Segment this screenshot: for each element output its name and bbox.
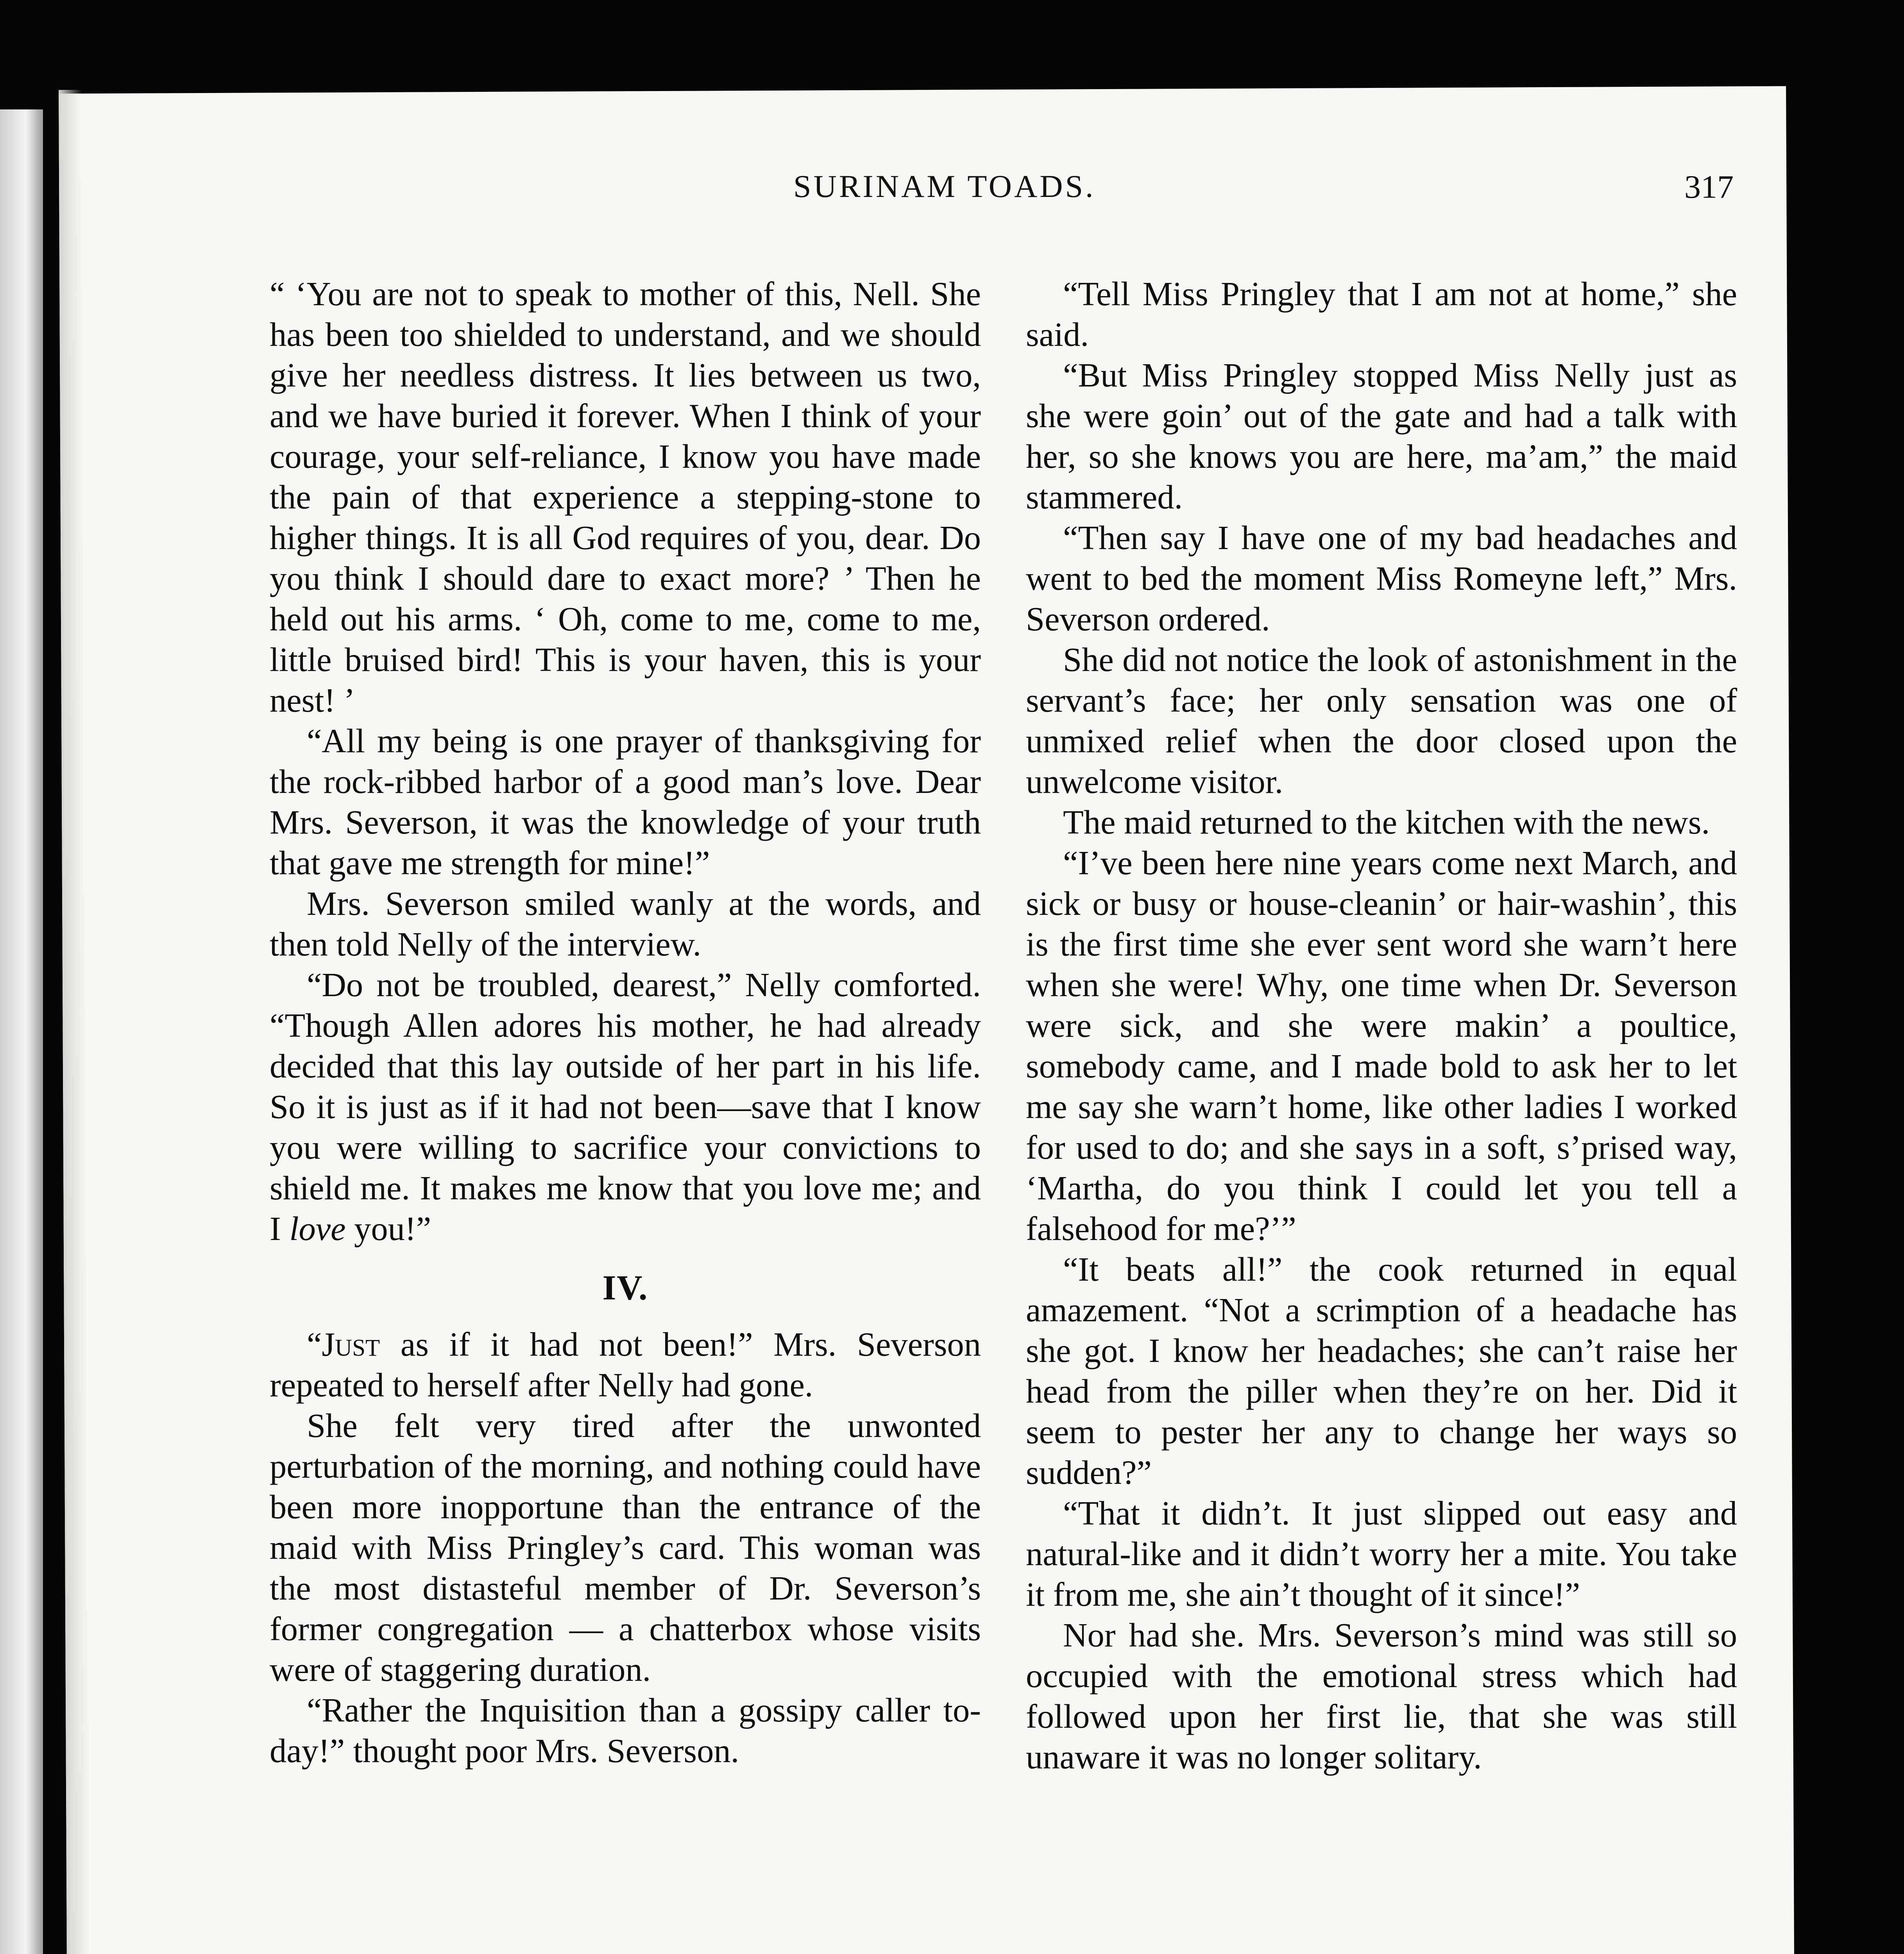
paragraph: She felt very tired after the unwonted perturbation of the morning, and nothing could have been more inopportune than the entrance of the maid with Miss Pringley’s card. This woman was the most distasteful member of Dr. Severson’s former congregation — a chatterbox whose visits were of staggering duration. (270, 1407, 981, 1688)
paragraph: “It beats all!” the cook returned in equal amazement. “Not a scrimption of a headache has she got. I know her headaches; she can’t raise her head from the piller when they’re on her. Did it seem to pester her any to change her ways so sudden?” (1026, 1251, 1737, 1491)
paragraph: “I’ve been here nine years come next March, and sick or busy or house-cleanin’ or hair-washin’, this is the first time she ever sent word she warn’t here when she were! Why, one time when Dr. Severson were sick, and she were makin’ a poultice, somebody came, and I made bold to ask her to let me say she warn’t home, like other ladies I worked for used to do; and she says in a soft, s’prised way, ‘Martha, do you think I could let you tell a falsehood for me?’” (1026, 844, 1737, 1247)
paragraph: “That it didn’t. It just slipped out easy and natural-like and it didn’t worry her a mite. You take it from me, she ain’t thought of it since!” (1026, 1494, 1737, 1613)
running-head: SURINAM TOADS. (793, 168, 1096, 204)
paragraph-text-end: you!” (345, 1210, 431, 1247)
emphasis-love: love (289, 1210, 346, 1247)
paragraph-text: as if it had not been!” Mrs. Severson repeated to herself after Nelly had gone. (270, 1326, 981, 1404)
page-number: 317 (1684, 169, 1734, 205)
paragraph: “Then say I have one of my bad headaches and went to bed the moment Miss Romeyne left,” Mrs. Severson ordered. (1026, 519, 1737, 638)
paragraph: “But Miss Pringley stopped Miss Nelly just as she were goin’ out of the gate and had a talk with her, so she knows you are here, ma’am,” the maid stammered. (1026, 356, 1737, 516)
paragraph: “Tell Miss Pringley that I am not at home,” she said. (1026, 275, 1737, 353)
paragraph-text: “Do not be troubled, dearest,” Nelly comforted. “Though Allen adores his mother, he had already decided that this lay outside of her part in his life. So it is just as if it had not been—save that I know you were willing to sacrifice your convictions to shield me. It makes me know that you love me; and I (270, 966, 981, 1247)
left-column (270, 274, 981, 1771)
facing-page-edge (0, 109, 43, 1954)
paragraph: The maid returned to the kitchen with the news. (1063, 803, 1710, 841)
paragraph: “All my being is one prayer of thanksgiving for the rock-ribbed harbor of a good man’s love. Dear Mrs. Severson, it was the knowledge of your truth that gave me strength for mine!” (270, 722, 981, 882)
paragraph: She did not notice the look of astonishment in the servant’s face; her only sensation was one of unmixed relief when the door closed upon the unwelcome visitor. (1026, 641, 1737, 800)
section-heading: IV. (602, 1269, 648, 1307)
lead-word: “Just (307, 1326, 380, 1363)
paragraph: “Rather the Inquisition than a gossipy caller to-day!” thought poor Mrs. Severson. (270, 1691, 981, 1770)
paragraph: Nor had she. Mrs. Severson’s mind was still so occupied with the emotional stress which had followed upon her first lie, that she was still unaware it was no longer solitary. (1026, 1616, 1737, 1776)
paragraph (270, 1324, 981, 1405)
right-column (1026, 274, 1737, 1777)
paragraph: Mrs. Severson smiled wanly at the words, and then told Nelly of the interview. (270, 885, 981, 963)
paragraph: “ ‘You are not to speak to mother of this, Nell. She has been too shielded to understand, and we should give her needless distress. It lies between us two, and we have buried it forever. When I think of your courage, your self-reliance, I know you have made the pain of that experience a stepping-stone to higher things. It is all God requires of you, dear. Do you think I should dare to exact more? ’ Then he held out his arms. ‘ Oh, come to me, come to me, little bruised bird! This is your haven, this is your nest! ’ (270, 275, 981, 719)
paragraph (270, 964, 981, 1249)
